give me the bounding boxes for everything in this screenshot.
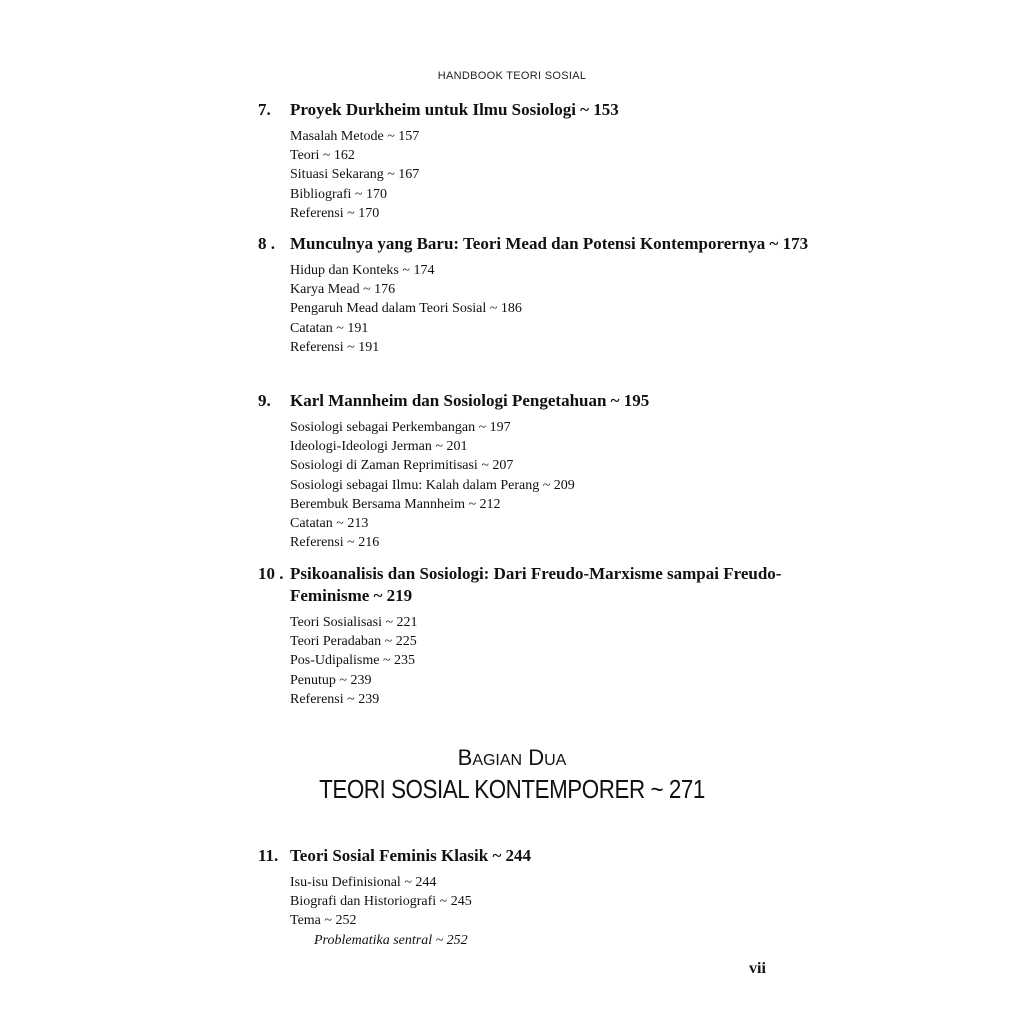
page-number: vii xyxy=(749,960,766,977)
section-item: Ideologi-Ideologi Jerman ~ 201 xyxy=(290,439,468,455)
section-item: Pengaruh Mead dalam Teori Sosial ~ 186 xyxy=(290,301,522,317)
section-item: Tema ~ 252 xyxy=(290,913,357,929)
part-kicker-text: BAGIAN DUA xyxy=(457,745,567,770)
section-item: Referensi ~ 170 xyxy=(290,205,380,221)
section-item: Catatan ~ 213 xyxy=(290,516,369,532)
chapter-heading xyxy=(258,845,818,867)
section-item: Situasi Sekarang ~ 167 xyxy=(290,167,420,183)
part-kicker xyxy=(0,745,1024,771)
section-item: Karya Mead ~ 176 xyxy=(290,282,396,298)
section-item: Teori Sosialisasi ~ 221 xyxy=(290,615,418,630)
section-item: Biografi dan Historiografi ~ 245 xyxy=(290,894,472,910)
section-list xyxy=(290,127,818,223)
chapter-title: Karl Mannheim dan Sosiologi Pengetahuan ~ 195 xyxy=(290,391,650,410)
section-list xyxy=(290,418,818,552)
section-item: Sosiologi sebagai Perkembangan ~ 197 xyxy=(290,420,511,435)
part-title: TEORI SOSIAL KONTEMPORER ~ 271 xyxy=(319,774,705,804)
section-item: Teori Peradaban ~ 225 xyxy=(290,634,417,650)
chapter-7 xyxy=(258,99,818,223)
chapter-10 xyxy=(258,563,818,709)
section-list xyxy=(290,873,818,950)
section-item: Isu-isu Definisional ~ 244 xyxy=(290,875,437,890)
section-item: Penutup ~ 239 xyxy=(290,672,372,688)
chapter-number: 7. xyxy=(258,100,271,119)
chapter-number: 8 . xyxy=(258,234,275,253)
section-item: Teori ~ 162 xyxy=(290,148,355,164)
section-item: Pos-Udipalisme ~ 235 xyxy=(290,653,416,669)
chapter-title: Munculnya yang Baru: Teori Mead dan Potensi Kontemporernya ~ 173 xyxy=(290,234,809,253)
section-item: Referensi ~ 216 xyxy=(290,535,380,551)
chapter-11 xyxy=(258,845,818,950)
section-item: Bibliografi ~ 170 xyxy=(290,186,388,202)
section-item: Catatan ~ 191 xyxy=(290,320,369,336)
section-item: Sosiologi di Zaman Reprimitisasi ~ 207 xyxy=(290,458,514,474)
chapter-title: Psikoanalisis dan Sosiologi: Dari Freudo-Marxisme sampai Freudo-Feminisme ~ 219 xyxy=(290,564,782,605)
chapter-title: Teori Sosial Feminis Klasik ~ 244 xyxy=(290,846,532,865)
section-item: Hidup dan Konteks ~ 174 xyxy=(290,263,435,278)
section-list xyxy=(290,261,818,357)
chapter-heading xyxy=(258,99,818,121)
section-item: Referensi ~ 191 xyxy=(290,339,380,355)
chapter-9 xyxy=(258,390,818,552)
chapter-8 xyxy=(258,233,818,357)
chapter-number: 11. xyxy=(258,846,279,865)
chapter-title: Proyek Durkheim untuk Ilmu Sosiologi ~ 153 xyxy=(290,100,619,119)
chapter-heading xyxy=(258,563,818,607)
chapter-number: 9. xyxy=(258,391,271,410)
chapter-number: 10 . xyxy=(258,564,284,583)
section-item: Berembuk Bersama Mannheim ~ 212 xyxy=(290,496,501,512)
running-header: HANDBOOK TEORI SOSIAL xyxy=(437,70,587,82)
chapter-heading xyxy=(258,390,818,412)
chapter-heading xyxy=(258,233,818,255)
section-item: Referensi ~ 239 xyxy=(290,691,380,707)
section-item: Masalah Metode ~ 157 xyxy=(290,129,420,144)
section-item: Sosiologi sebagai Ilmu: Kalah dalam Perang ~ 209 xyxy=(290,477,575,493)
subsection-item: Problematika sentral ~ 252 xyxy=(314,932,468,948)
section-list xyxy=(290,613,818,709)
